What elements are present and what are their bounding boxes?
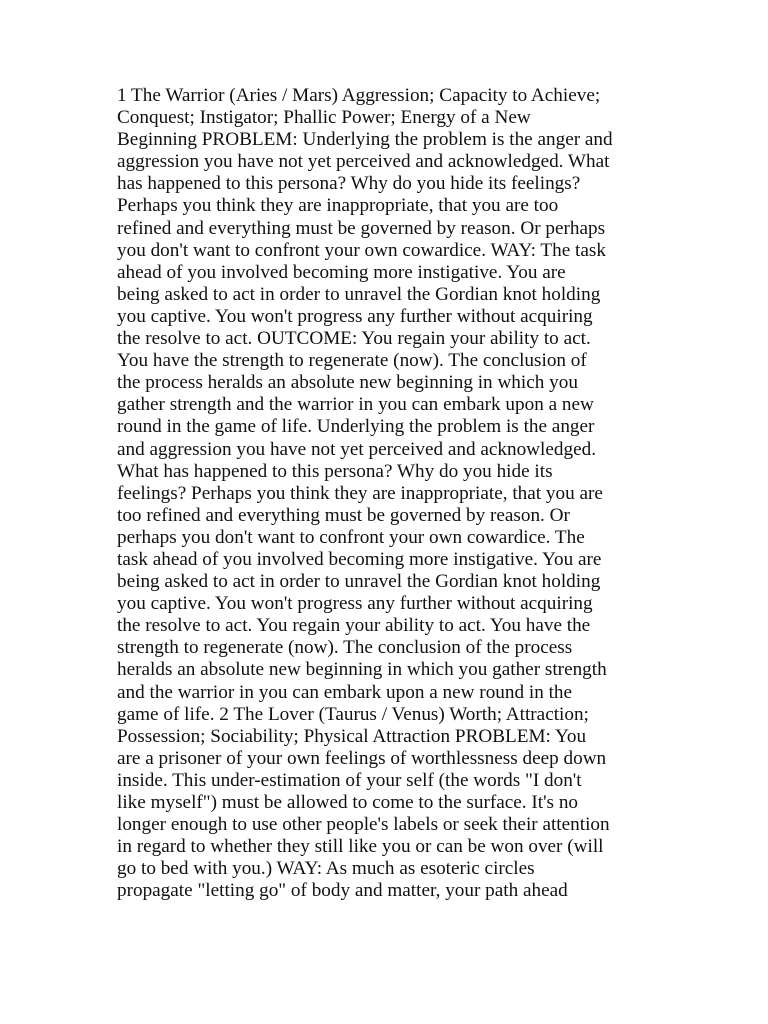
text-line: being asked to act in order to unravel the Gordian knot holding	[117, 283, 601, 305]
text-line: go to bed with you.) WAY: As much as esoteric circles	[117, 858, 535, 880]
text-line: and the warrior in you can embark upon a new round in the	[117, 681, 573, 703]
text-line: strength to regenerate (now). The conclusion of the process	[117, 637, 573, 659]
text-line: What has happened to this persona? Why do you hide its	[117, 460, 553, 482]
text-line: the process heralds an absolute new beginning in which you	[117, 372, 578, 394]
body-text	[117, 85, 657, 902]
text-line: are a prisoner of your own feelings of worthlessness deep down	[117, 747, 607, 769]
text-line: propagate "letting go" of body and matter, your path ahead	[117, 880, 568, 902]
text-line: game of life. 2 The Lover (Taurus / Venus) Worth; Attraction;	[117, 703, 589, 725]
text-line: You have the strength to regenerate (now). The conclusion of	[117, 350, 587, 372]
text-line: has happened to this persona? Why do you hide its feelings?	[117, 173, 581, 195]
text-line: you captive. You won't progress any further without acquiring	[117, 593, 593, 615]
text-line: longer enough to use other people's labels or seek their attention	[117, 814, 610, 836]
text-line: perhaps you don't want to confront your own cowardice. The	[117, 526, 585, 548]
text-line: 1 The Warrior (Aries / Mars) Aggression; Capacity to Achieve;	[117, 85, 601, 106]
text-line: in regard to whether they still like you or can be won over (will	[117, 836, 604, 858]
text-line: feelings? Perhaps you think they are inappropriate, that you are	[117, 482, 603, 504]
text-line: being asked to act in order to unravel the Gordian knot holding	[117, 571, 601, 593]
text-line: aggression you have not yet perceived and acknowledged. What	[117, 151, 610, 173]
text-line: you captive. You won't progress any further without acquiring	[117, 305, 593, 327]
text-line: task ahead of you involved becoming more instigative. You are	[117, 548, 602, 570]
text-line: Conquest; Instigator; Phallic Power; Energy of a New	[117, 107, 531, 129]
text-line: Possession; Sociability; Physical Attraction PROBLEM: You	[117, 725, 587, 747]
text-line: and aggression you have not yet perceived and acknowledged.	[117, 438, 596, 460]
text-line: you don't want to confront your own cowardice. WAY: The task	[117, 239, 606, 261]
text-line: like myself") must be allowed to come to the surface. It's no	[117, 792, 579, 813]
text-line: ahead of you involved becoming more instigative. You are	[117, 261, 566, 283]
text-line: inside. This under-estimation of your self (the words "I don't	[117, 769, 582, 791]
text-line: Beginning PROBLEM: Underlying the problem is the anger and	[117, 129, 613, 151]
text-line: gather strength and the warrior in you can embark upon a new	[117, 394, 594, 416]
text-line: heralds an absolute new beginning in which you gather strength	[117, 659, 607, 681]
text-line: the resolve to act. OUTCOME: You regain your ability to act.	[117, 328, 591, 350]
text-line: round in the game of life. Underlying the problem is the anger	[117, 416, 595, 438]
text-line: refined and everything must be governed by reason. Or perhaps	[117, 217, 606, 239]
text-line: the resolve to act. You regain your ability to act. You have the	[117, 615, 591, 637]
text-line: Perhaps you think they are inappropriate, that you are too	[117, 195, 559, 217]
text-line: too refined and everything must be governed by reason. Or	[117, 504, 570, 526]
